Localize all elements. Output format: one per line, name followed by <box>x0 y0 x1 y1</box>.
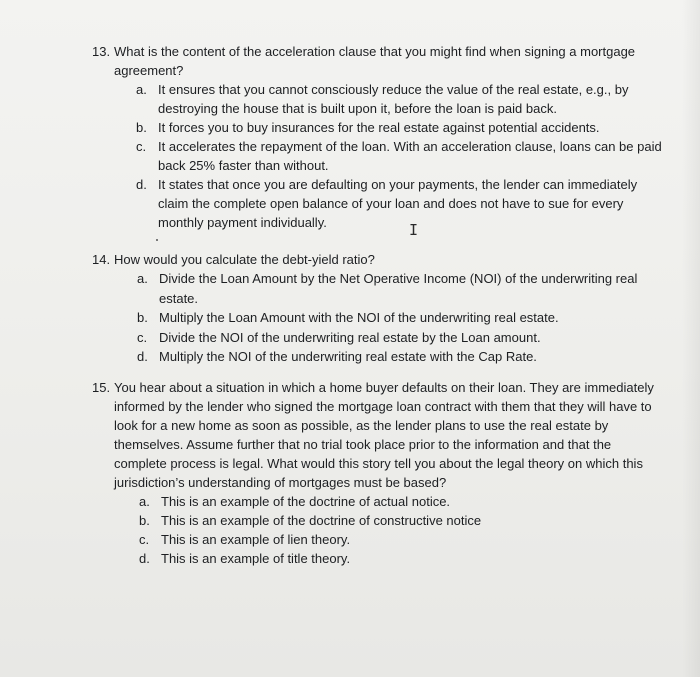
answer-option-d[interactable] <box>136 175 662 232</box>
option-letter: b. <box>136 120 147 135</box>
option-letter: c. <box>139 532 150 547</box>
text-cursor-icon: I <box>409 221 419 239</box>
answer-option-c[interactable] <box>137 328 662 348</box>
answer-option-b[interactable] <box>139 511 662 530</box>
answer-option-b[interactable] <box>136 118 662 137</box>
question-stem <box>92 42 662 80</box>
option-text: It states that once you are defaulting on your payments, the lender can immediately claim the complete open balance of your loan and does not have to sue for every monthly payment individually. <box>158 177 638 230</box>
answer-option-a[interactable] <box>136 80 662 118</box>
answer-option-d[interactable] <box>137 347 662 367</box>
question-text: How would you calculate the debt-yield ratio? <box>114 252 375 267</box>
answer-options <box>137 269 662 367</box>
option-text: Divide the NOI of the underwriting real estate by the Loan amount. <box>159 329 541 345</box>
option-text: It accelerates the repayment of the loan. With an acceleration clause, loans can be paid back 25% faster than without. <box>158 139 662 173</box>
option-text: This is an example of the doctrine of actual notice. <box>161 494 451 509</box>
speck-mark <box>156 239 158 241</box>
option-letter: a. <box>136 82 147 97</box>
question-text: You hear about a situation in which a home buyer defaults on their loan. They are immediately informed by the lender who signed the mortgage loan contract with them that they will have to look for a new home as soon as possible, as the lender plans to use the real estate by themselves. Assume further that no trial took place prior to the information and that the complete process is legal. What would this story tell you about the legal theory on which this jurisdiction’s understanding of mortgages must be based? <box>114 380 654 490</box>
answer-options <box>139 492 662 568</box>
question-13 <box>92 42 662 232</box>
option-letter: b. <box>139 513 150 528</box>
answer-option-d[interactable] <box>139 549 662 568</box>
option-text: Multiply the NOI of the underwriting real estate with the Cap Rate. <box>159 349 537 364</box>
answer-option-b[interactable] <box>137 308 662 328</box>
question-15 <box>92 378 662 568</box>
answer-option-a[interactable] <box>137 269 662 308</box>
option-letter: c. <box>137 329 148 345</box>
option-text: This is an example of title theory. <box>161 551 351 566</box>
option-text: Divide the Loan Amount by the Net Operative Income (NOI) of the underwriting real estate. <box>159 271 638 306</box>
question-stem <box>92 378 662 492</box>
option-letter: c. <box>136 139 147 154</box>
answer-option-c[interactable] <box>139 530 662 549</box>
question-number: 15. <box>92 380 111 395</box>
answer-option-c[interactable] <box>136 137 662 175</box>
question-number: 14. <box>92 252 111 267</box>
option-letter: b. <box>137 310 148 325</box>
answer-options <box>136 80 662 232</box>
option-letter: a. <box>137 271 148 286</box>
question-text: What is the content of the acceleration clause that you might find when signing a mortgage agreement? <box>114 44 636 78</box>
option-text: It ensures that you cannot consciously reduce the value of the real estate, e.g., by destroying the house that is built upon it, before the loan is paid back. <box>158 82 629 116</box>
option-text: It forces you to buy insurances for the real estate against potential accidents. <box>158 120 600 135</box>
question-14 <box>92 250 662 367</box>
option-letter: d. <box>136 177 147 192</box>
answer-option-a[interactable] <box>139 492 662 511</box>
question-number: 13. <box>92 44 111 59</box>
option-text: This is an example of the doctrine of constructive notice <box>161 513 482 528</box>
option-letter: d. <box>137 349 148 364</box>
option-text: Multiply the Loan Amount with the NOI of the underwriting real estate. <box>159 310 559 325</box>
option-letter: d. <box>139 551 150 566</box>
option-letter: a. <box>139 494 150 509</box>
question-stem <box>92 250 662 269</box>
option-text: This is an example of lien theory. <box>161 532 351 547</box>
page-shadow <box>682 0 700 677</box>
